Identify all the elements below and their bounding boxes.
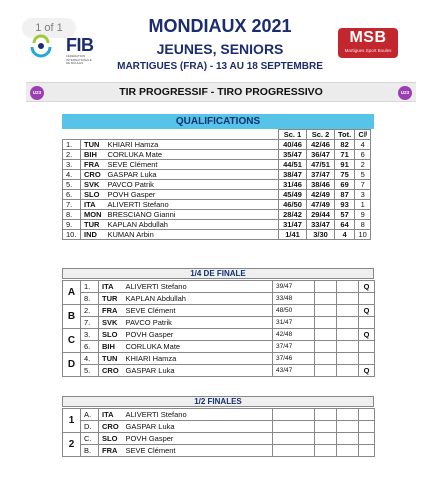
document-title-block <box>110 12 330 74</box>
fib-logo-text: FIB <box>66 35 94 55</box>
classement-cell: 5 <box>355 170 371 180</box>
document-title: MONDIAUX 2021 <box>148 16 292 36</box>
total-cell: 71 <box>335 150 355 160</box>
empty-cell <box>315 353 337 365</box>
score1-cell: 38/47 <box>279 170 307 180</box>
table-row <box>63 210 371 220</box>
result-cell: 42/48 <box>273 329 315 341</box>
nation-cell: SLO <box>99 329 123 341</box>
fib-logo <box>28 25 108 65</box>
qualified-cell <box>359 293 375 305</box>
event-title: TIR PROGRESSIF - TIRO PROGRESSIVO <box>119 86 323 98</box>
empty-cell <box>315 409 337 421</box>
score1-cell: 45/49 <box>279 190 307 200</box>
score1-cell: 44/51 <box>279 160 307 170</box>
athlete-name-cell: KUMAN Arbin <box>105 230 279 240</box>
score2-cell: 42/49 <box>307 190 335 200</box>
document-subtitle: JEUNES, SENIORS <box>156 41 284 57</box>
seed-cell: 8. <box>81 293 99 305</box>
nation-cell: ITA <box>99 281 123 293</box>
result-cell: 31/47 <box>273 317 315 329</box>
group-label-cell: 1 <box>63 409 81 433</box>
nation-cell: ITA <box>81 200 105 210</box>
semifinal-heading: 1/2 FINALES <box>62 396 374 407</box>
score1-cell: 31/46 <box>279 180 307 190</box>
table-row <box>63 421 375 433</box>
table-row <box>63 341 375 353</box>
semifinal-table <box>62 408 375 457</box>
table-row <box>63 329 375 341</box>
score1-cell: 46/50 <box>279 200 307 210</box>
qualified-cell <box>359 445 375 457</box>
col-header: Tot. <box>335 130 355 140</box>
athlete-name-cell: KAPLAN Abdullah <box>105 220 279 230</box>
empty-cell <box>337 409 359 421</box>
nation-cell: FRA <box>99 445 123 457</box>
result-cell <box>273 409 315 421</box>
classement-cell: 2 <box>355 160 371 170</box>
seed-cell: 2. <box>81 305 99 317</box>
result-cell: 43/47 <box>273 365 315 377</box>
empty-cell <box>315 421 337 433</box>
event-place: MARTIGUES (FRA) - 13 AU 18 SEPTEMBRE <box>117 61 323 72</box>
qualified-cell <box>359 421 375 433</box>
nation-cell: BIH <box>99 341 123 353</box>
empty-cell <box>337 281 359 293</box>
classement-cell: 7 <box>355 180 371 190</box>
nation-cell: CRO <box>99 365 123 377</box>
athlete-name-cell: PAVCO Patrik <box>123 317 273 329</box>
rank-cell: 9. <box>63 220 81 230</box>
nation-cell: ITA <box>99 409 123 421</box>
rank-cell: 3. <box>63 160 81 170</box>
athlete-name-cell: ALIVERTI Stefano <box>105 200 279 210</box>
empty-cell <box>337 421 359 433</box>
qualified-cell: Q <box>359 329 375 341</box>
athlete-name-cell: CORLUKA Mate <box>123 341 273 353</box>
classement-cell: 8 <box>355 220 371 230</box>
athlete-name-cell: POVH Gasper <box>123 329 273 341</box>
total-cell: 57 <box>335 210 355 220</box>
table-row <box>63 160 371 170</box>
qualified-cell <box>359 341 375 353</box>
qualifications-heading: QUALIFICATIONS <box>62 114 374 129</box>
table-row <box>63 190 371 200</box>
nation-cell: TUR <box>99 293 123 305</box>
rank-cell: 6. <box>63 190 81 200</box>
empty-cell <box>337 445 359 457</box>
table-row <box>63 305 375 317</box>
athlete-name-cell: SEVE Clément <box>123 305 273 317</box>
athlete-name-cell: GASPAR Luka <box>123 365 273 377</box>
qualifications-header-row <box>63 130 371 140</box>
nation-cell: SVK <box>99 317 123 329</box>
result-cell: 39/47 <box>273 281 315 293</box>
table-row <box>63 433 375 445</box>
athlete-name-cell: KHIARI Hamza <box>105 140 279 150</box>
nation-cell: SVK <box>81 180 105 190</box>
sponsor-logo <box>338 28 398 58</box>
nation-cell: FRA <box>81 160 105 170</box>
nation-cell: SLO <box>99 433 123 445</box>
score2-cell: 29/44 <box>307 210 335 220</box>
athlete-name-cell: POVH Gasper <box>123 433 273 445</box>
empty-cell <box>337 293 359 305</box>
group-label-cell: B <box>63 305 81 329</box>
quarterfinal-heading: 1/4 DE FINALE <box>62 268 374 279</box>
table-row <box>63 230 371 240</box>
seed-cell: 5. <box>81 365 99 377</box>
athlete-name-cell: ALIVERTI Stefano <box>123 281 273 293</box>
group-label-cell: C <box>63 329 81 353</box>
sponsor-logo-text: MSB <box>349 29 387 46</box>
col-header: Clˡ <box>355 130 371 140</box>
athlete-name-cell: BRESCIANO Gianni <box>105 210 279 220</box>
sponsor-logo-subtext: Martigues Sport Boules <box>344 48 392 53</box>
group-label-cell: 2 <box>63 433 81 457</box>
rank-cell: 5. <box>63 180 81 190</box>
classement-cell: 4 <box>355 140 371 150</box>
classement-cell: 9 <box>355 210 371 220</box>
qualifications-table <box>62 129 371 240</box>
athlete-name-cell: POVH Gasper <box>105 190 279 200</box>
score2-cell: 47/51 <box>307 160 335 170</box>
empty-cell <box>315 365 337 377</box>
empty-cell <box>337 433 359 445</box>
result-cell: 48/50 <box>273 305 315 317</box>
nation-cell: CRO <box>81 170 105 180</box>
athlete-name-cell: KAPLAN Abdullah <box>123 293 273 305</box>
qualified-cell <box>359 433 375 445</box>
empty-cell <box>315 305 337 317</box>
result-cell: 37/47 <box>273 341 315 353</box>
empty-cell <box>315 329 337 341</box>
seed-cell: 7. <box>81 317 99 329</box>
empty-cell <box>315 433 337 445</box>
rank-cell: 8. <box>63 210 81 220</box>
athlete-name-cell: SEVE Clément <box>123 445 273 457</box>
athlete-name-cell: CORLUKA Mate <box>105 150 279 160</box>
score1-cell: 1/41 <box>279 230 307 240</box>
classement-cell: 10 <box>355 230 371 240</box>
nation-cell: MON <box>81 210 105 220</box>
fib-logo-subtext: FÉDÉRATION INTERNATIONALE DE BOULES <box>66 54 92 65</box>
empty-cell <box>337 341 359 353</box>
seed-cell: 6. <box>81 341 99 353</box>
athlete-name-cell: KHIARI Hamza <box>123 353 273 365</box>
result-cell: 37/46 <box>273 353 315 365</box>
empty-cell <box>315 293 337 305</box>
seed-cell: D. <box>81 421 99 433</box>
table-row <box>63 409 375 421</box>
seed-cell: 4. <box>81 353 99 365</box>
total-cell: 64 <box>335 220 355 230</box>
rank-cell: 1. <box>63 140 81 150</box>
empty-cell <box>315 317 337 329</box>
score2-cell: 47/49 <box>307 200 335 210</box>
nation-cell: CRO <box>99 421 123 433</box>
u23-badge-left: U23 <box>30 86 44 100</box>
score2-cell: 38/46 <box>307 180 335 190</box>
qualified-cell: Q <box>359 281 375 293</box>
fib-swirl-icon <box>28 33 54 59</box>
total-cell: 91 <box>335 160 355 170</box>
empty-cell <box>315 445 337 457</box>
athlete-name-cell: GASPAR Luka <box>105 170 279 180</box>
total-cell: 75 <box>335 170 355 180</box>
athlete-name-cell: GASPAR Luka <box>123 421 273 433</box>
athlete-name-cell: PAVCO Patrik <box>105 180 279 190</box>
athlete-name-cell: ALIVERTI Stefano <box>123 409 273 421</box>
col-header: Sc. 2 <box>307 130 335 140</box>
total-cell: 69 <box>335 180 355 190</box>
classement-cell: 1 <box>355 200 371 210</box>
nation-cell: TUN <box>81 140 105 150</box>
group-label-cell: A <box>63 281 81 305</box>
empty-cell <box>337 365 359 377</box>
seed-cell: C. <box>81 433 99 445</box>
result-cell <box>273 445 315 457</box>
score1-cell: 31/47 <box>279 220 307 230</box>
seed-cell: A. <box>81 409 99 421</box>
event-title-bar <box>26 82 416 102</box>
empty-cell <box>315 341 337 353</box>
empty-cell <box>315 281 337 293</box>
nation-cell: SLO <box>81 190 105 200</box>
table-row <box>63 293 375 305</box>
result-cell <box>273 421 315 433</box>
qualified-cell <box>359 353 375 365</box>
empty-cell <box>337 353 359 365</box>
qualified-cell: Q <box>359 365 375 377</box>
athlete-name-cell: SEVE Clément <box>105 160 279 170</box>
col-header: Sc. 1 <box>279 130 307 140</box>
score2-cell: 36/47 <box>307 150 335 160</box>
nation-cell: FRA <box>99 305 123 317</box>
table-row <box>63 170 371 180</box>
seed-cell: B. <box>81 445 99 457</box>
qualified-cell: Q <box>359 305 375 317</box>
score2-cell: 3/30 <box>307 230 335 240</box>
nation-cell: IND <box>81 230 105 240</box>
total-cell: 93 <box>335 200 355 210</box>
seed-cell: 1. <box>81 281 99 293</box>
page-indicator: 1 of 1 <box>22 18 76 38</box>
qualified-cell <box>359 409 375 421</box>
rank-cell: 4. <box>63 170 81 180</box>
table-row <box>63 220 371 230</box>
group-label-cell: D <box>63 353 81 377</box>
qualified-cell <box>359 317 375 329</box>
table-row <box>63 317 375 329</box>
result-cell <box>273 433 315 445</box>
classement-cell: 6 <box>355 150 371 160</box>
table-row <box>63 180 371 190</box>
nation-cell: BIH <box>81 150 105 160</box>
nation-cell: TUR <box>81 220 105 230</box>
score2-cell: 42/46 <box>307 140 335 150</box>
table-row <box>63 140 371 150</box>
score1-cell: 28/42 <box>279 210 307 220</box>
score1-cell: 40/46 <box>279 140 307 150</box>
total-cell: 4 <box>335 230 355 240</box>
empty-cell <box>337 329 359 341</box>
total-cell: 82 <box>335 140 355 150</box>
table-row <box>63 150 371 160</box>
classement-cell: 3 <box>355 190 371 200</box>
table-row <box>63 200 371 210</box>
total-cell: 87 <box>335 190 355 200</box>
empty-cell <box>337 305 359 317</box>
table-row <box>63 353 375 365</box>
rank-cell: 10. <box>63 230 81 240</box>
empty-cell <box>337 317 359 329</box>
u23-badge-right: U23 <box>398 86 412 100</box>
rank-cell: 7. <box>63 200 81 210</box>
quarterfinal-table <box>62 280 375 377</box>
result-cell: 33/48 <box>273 293 315 305</box>
rank-cell: 2. <box>63 150 81 160</box>
table-row <box>63 365 375 377</box>
table-row <box>63 281 375 293</box>
score2-cell: 33/47 <box>307 220 335 230</box>
score1-cell: 35/47 <box>279 150 307 160</box>
seed-cell: 3. <box>81 329 99 341</box>
table-row <box>63 445 375 457</box>
nation-cell: TUN <box>99 353 123 365</box>
score2-cell: 37/47 <box>307 170 335 180</box>
